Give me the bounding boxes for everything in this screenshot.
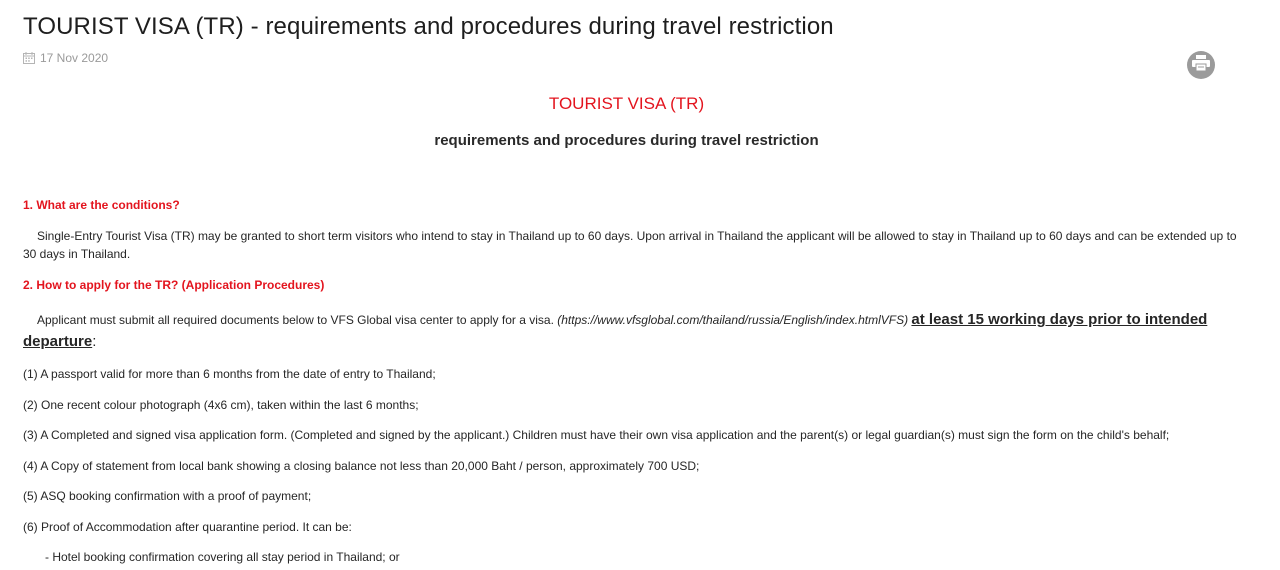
list-item: (5) ASQ booking confirmation with a proof of payment; (23, 489, 312, 503)
page-title: TOURIST VISA (TR) - requirements and procedures during travel restriction (23, 13, 834, 40)
date-text: 17 Nov 2020 (40, 51, 109, 65)
article-heading: TOURIST VISA (TR) (548, 94, 705, 113)
section-1-title: 1. What are the conditions? (23, 198, 180, 212)
list-item: (6) Proof of Accommodation after quarantine period. It can be: (23, 520, 352, 534)
list-item: (2) One recent colour photograph (4x6 cm), taken within the last 6 months; (23, 398, 419, 412)
section-2-title: 2. How to apply for the TR? (Application Procedures) (23, 278, 325, 292)
list-subitem: - Hotel booking confirmation covering all stay period in Thailand; or (45, 550, 400, 564)
article-subheading: requirements and procedures during travel restriction (434, 132, 819, 149)
calendar-icon (23, 52, 35, 64)
list-item: (1) A passport valid for more than 6 months from the date of entry to Thailand; (23, 367, 436, 381)
section-2-intro: Applicant must submit all required documents below to VFS Global visa center to apply for a visa. (37, 313, 554, 327)
deadline-colon: : (92, 333, 97, 350)
list-item: (4) A Copy of statement from local bank showing a closing balance not less than 20,000 Baht / person, approximately 700 USD; (23, 459, 700, 473)
print-icon (1192, 55, 1210, 76)
vfs-link[interactable]: (https://www.vfsglobal.com/thailand/russia/English/index.htmlVFS) (557, 313, 909, 327)
section-2-text (23, 309, 1238, 353)
list-item: (3) A Completed and signed visa application form. (Completed and signed by the applicant.) Children must have their own visa application and the parent(s) or legal guardian(s) must sign the form on the child's behalf; (23, 428, 1170, 442)
section-1-text: Single-Entry Tourist Visa (TR) may be granted to short term visitors who intend to stay in Thailand up to 60 days. Upon arrival in Thailand the applicant will be allowed to stay in Thailand up to 60 days and can be extended up to 30 days in Thailand. (23, 229, 1237, 261)
print-button[interactable] (1187, 51, 1215, 79)
deadline-emphasis: at least 15 working days prior to intended departure (23, 311, 1208, 350)
publish-date (23, 51, 108, 65)
